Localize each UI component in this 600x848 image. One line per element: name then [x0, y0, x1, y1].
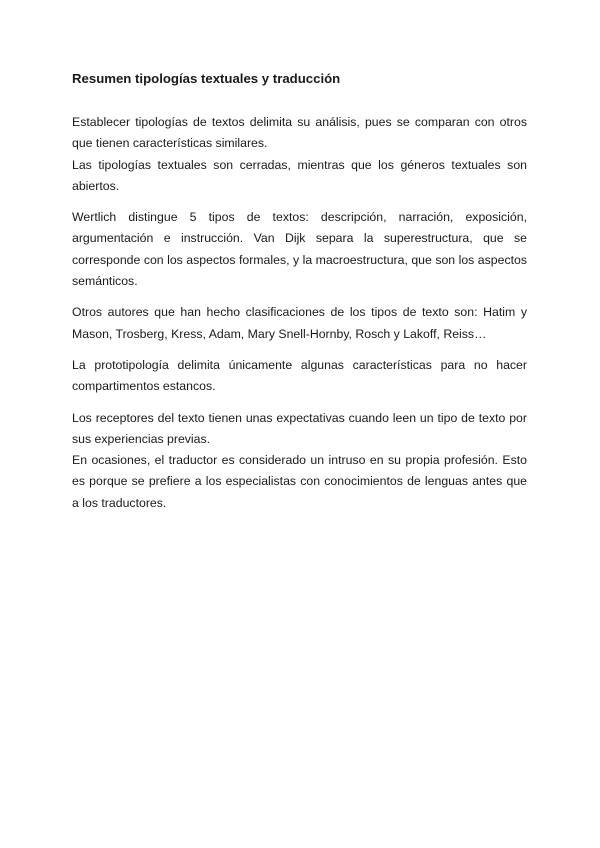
document-title: Resumen tipologías textuales y traducción [72, 71, 341, 86]
paragraph-1 [72, 112, 527, 197]
paragraph-3 [72, 302, 527, 345]
paragraph-line: La prototipología delimita únicamente algunas características para no hacer compartimentos estancos. [72, 357, 527, 394]
paragraph-5 [72, 408, 527, 514]
document-body [72, 70, 527, 524]
paragraph-line: En ocasiones, el traductor es considerado un intruso en su propia profesión. Esto es porque se prefiere a los especialistas con conocimientos de lenguas antes que a los traductores. [72, 453, 527, 510]
paragraph-line: Otros autores que han hecho clasificaciones de los tipos de texto son: Hatim y Mason, Trosberg, Kress, Adam, Mary Snell-Hornby, Rosch y Lakoff, Reiss… [72, 305, 527, 341]
paragraph-line: Wertlich distingue 5 tipos de textos: descripción, narración, exposición, argumentación e instrucción. Van Dijk separa la superestructura, que se corresponde con los aspectos formales, y la macroestructura, que son los aspectos semánticos. [72, 210, 527, 289]
paragraph-line: Los receptores del texto tienen unas expectativas cuando leen un tipo de texto por sus experiencias previas. [72, 410, 527, 446]
paragraph-4 [72, 355, 527, 398]
paragraph-2 [72, 207, 527, 292]
paragraph-line: Establecer tipologías de textos delimita su análisis, pues se comparan con otros que tienen características similares. [72, 115, 527, 151]
paragraph-line: Las tipologías textuales son cerradas, mientras que los géneros textuales son abiertos. [72, 157, 527, 193]
